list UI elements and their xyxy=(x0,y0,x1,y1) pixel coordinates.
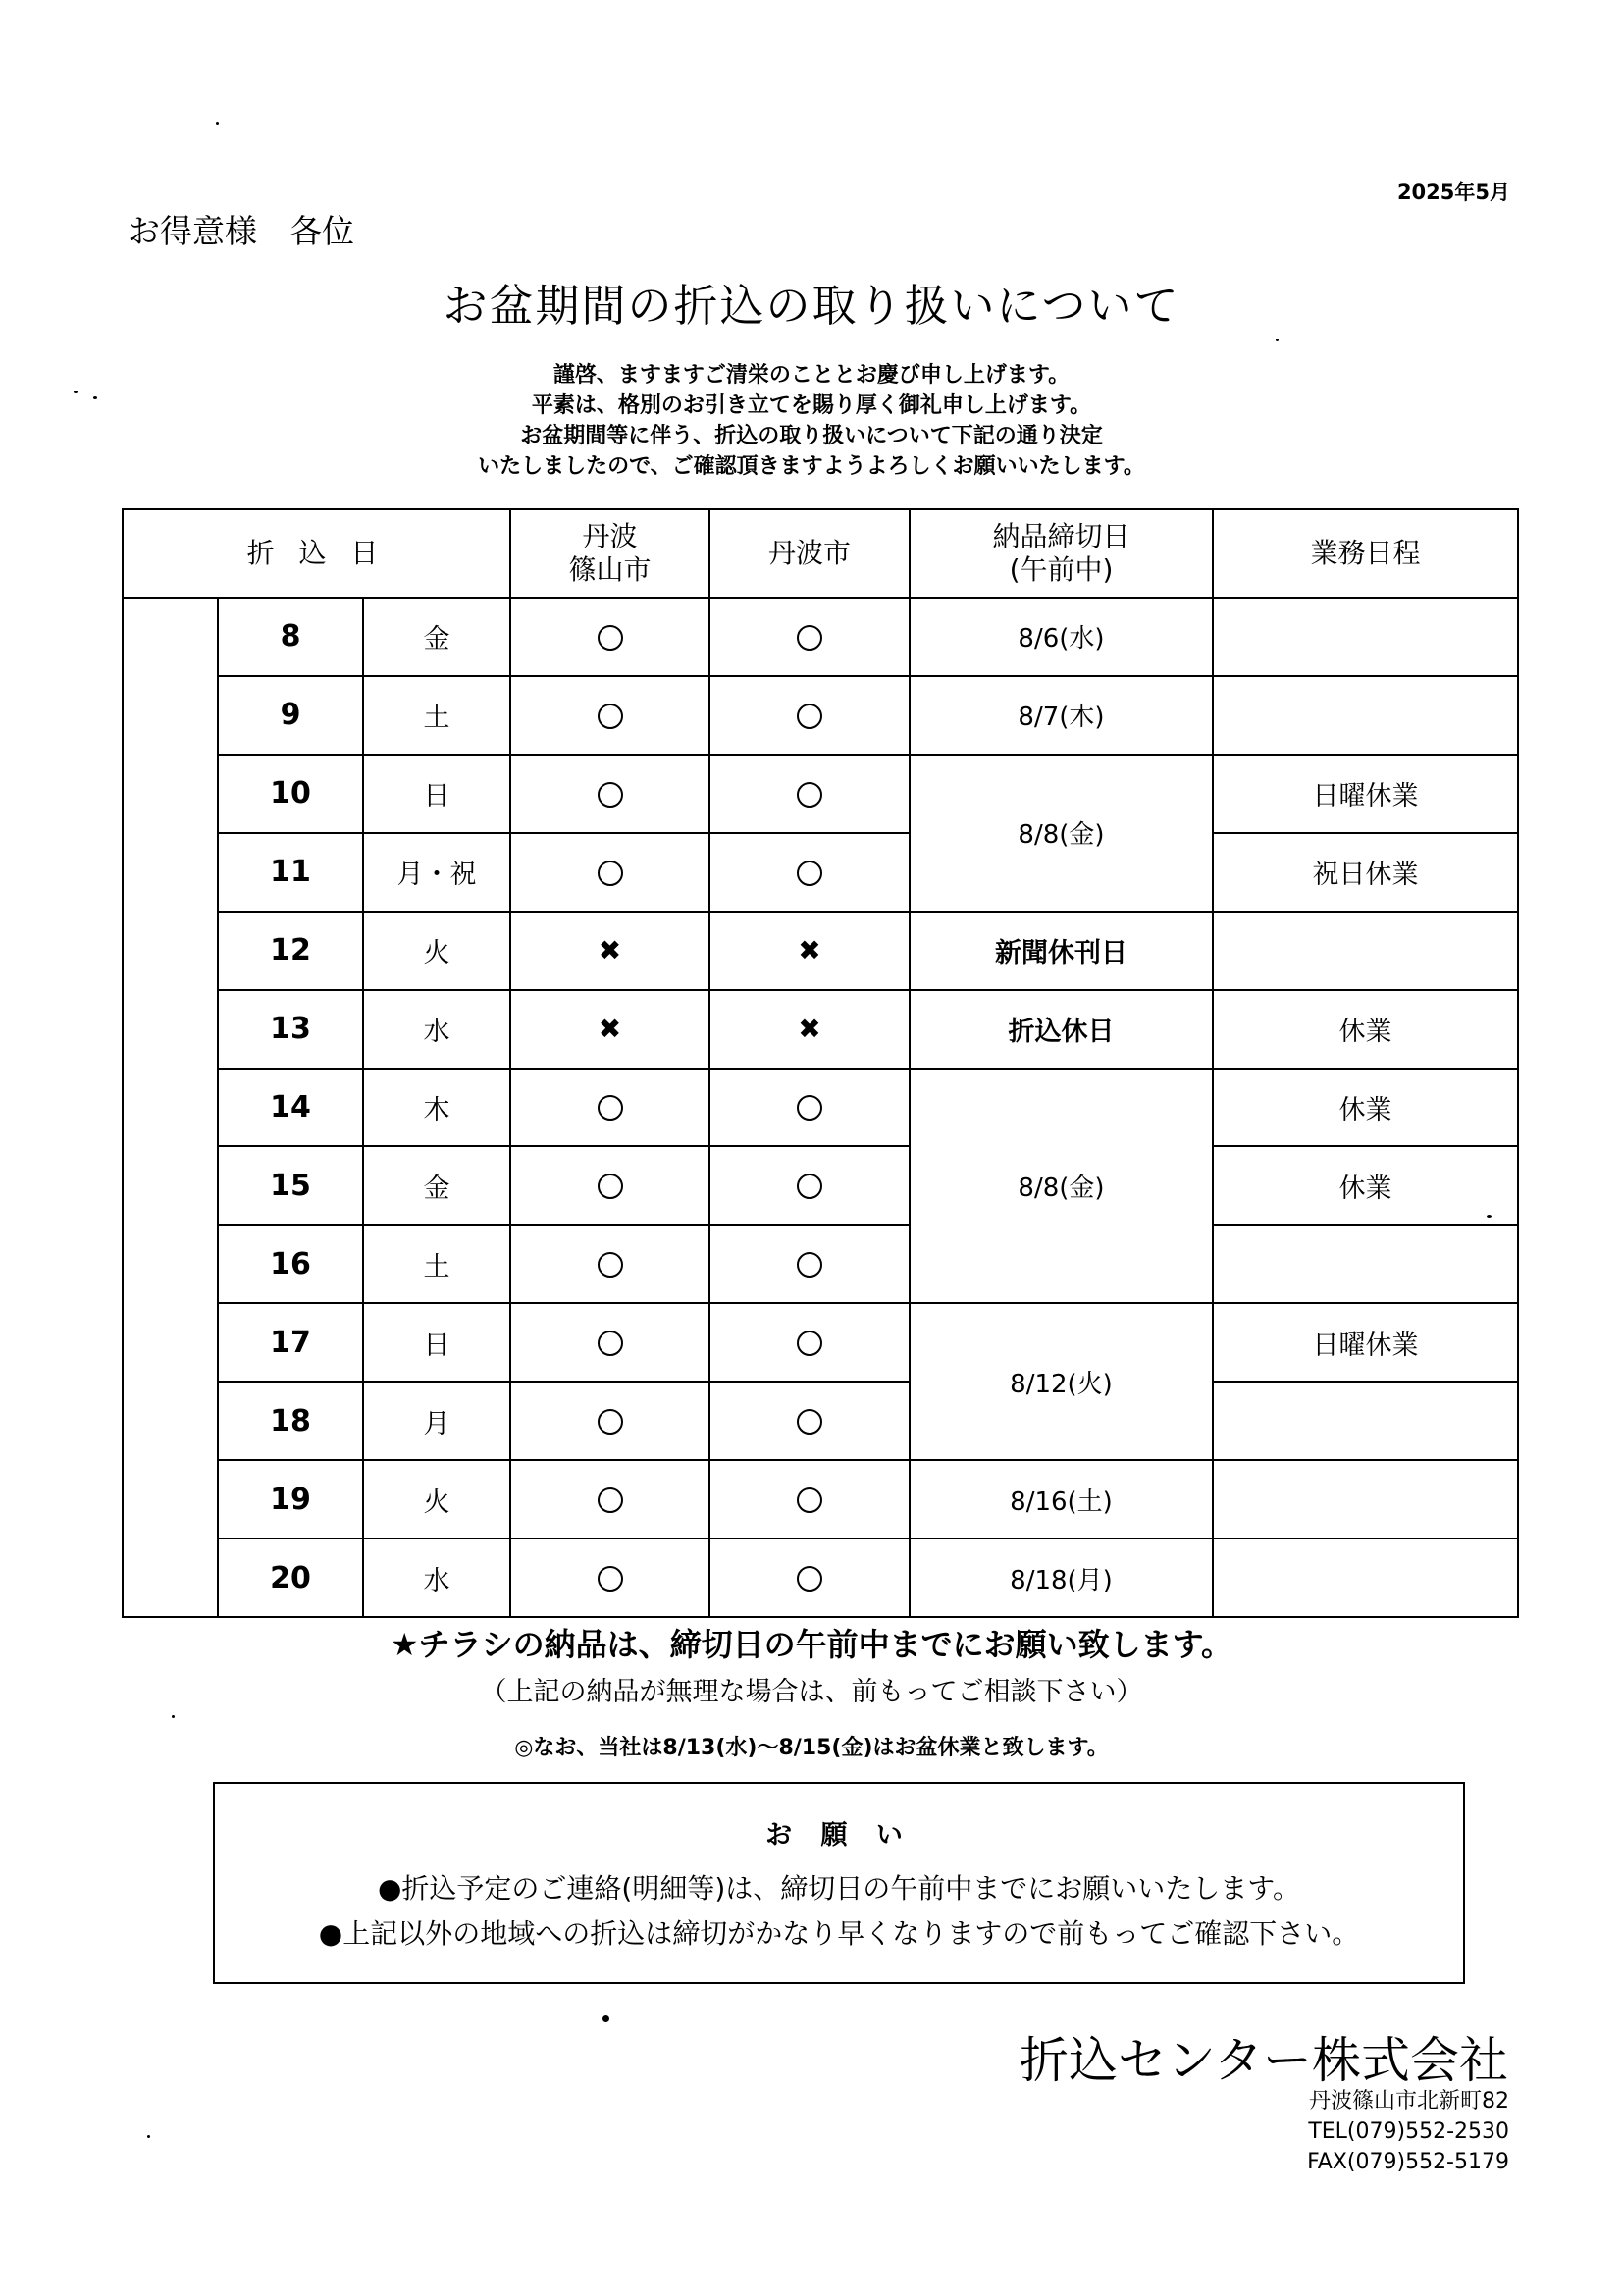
available-mark xyxy=(797,1566,822,1592)
intro-line: お盆期間等に伴う、折込の取り扱いについて下記の通り決定 xyxy=(520,424,1103,448)
table-row xyxy=(123,598,1518,676)
schedule-cell: 休業 xyxy=(1213,1069,1518,1147)
table-row xyxy=(123,1303,1518,1382)
sasayama-cell xyxy=(510,1146,709,1225)
available-mark xyxy=(598,625,623,651)
available-mark xyxy=(598,1252,623,1278)
weekday-cell: 土 xyxy=(363,676,510,755)
request-list xyxy=(215,1866,1463,1957)
sasayama-cell xyxy=(510,755,709,833)
intro-line: いたしましたので、ご確認頂きますようよろしくお願いいたします。 xyxy=(478,454,1145,479)
unavailable-mark: ✖ xyxy=(598,1013,622,1046)
available-mark xyxy=(598,1566,623,1592)
available-mark xyxy=(598,1409,623,1435)
tamba-cell xyxy=(709,990,910,1069)
unavailable-mark: ✖ xyxy=(598,934,622,967)
schedule-cell: 休業 xyxy=(1213,1146,1518,1225)
tamba-cell xyxy=(709,598,910,676)
sasayama-cell xyxy=(510,990,709,1069)
sasayama-cell xyxy=(510,1225,709,1303)
scan-speck xyxy=(147,2135,150,2138)
document-date: 2025年5月 xyxy=(1396,181,1510,204)
scan-speck xyxy=(216,122,219,125)
header-deadline: 納品締切日 (午前中) xyxy=(910,509,1213,598)
header-schedule: 業務日程 xyxy=(1213,509,1518,598)
intro-line: 謹啓、ますますご清栄のこととお慶び申し上げます。 xyxy=(552,363,1071,388)
company-tel: TEL(079)552-2530 xyxy=(1308,2119,1509,2144)
table-header-row xyxy=(123,509,1518,598)
tamba-cell xyxy=(709,676,910,755)
table-row xyxy=(123,755,1518,833)
scan-speck xyxy=(1487,1215,1492,1218)
schedule-cell: 日曜休業 xyxy=(1213,1303,1518,1382)
intro-paragraph xyxy=(0,360,1623,482)
available-mark xyxy=(797,1174,822,1199)
table-row xyxy=(123,1146,1518,1225)
consult-notice: （上記の納品が無理な場合は、前もってご相談下さい） xyxy=(480,1677,1143,1707)
table-row xyxy=(123,912,1518,990)
schedule-cell: 日曜休業 xyxy=(1213,755,1518,833)
day-cell: 15 xyxy=(218,1146,363,1225)
scan-speck xyxy=(172,1715,175,1718)
sasayama-cell xyxy=(510,1460,709,1539)
schedule-cell: 祝日休業 xyxy=(1213,833,1518,912)
tamba-cell xyxy=(709,912,910,990)
available-mark xyxy=(598,1487,623,1513)
schedule-table xyxy=(122,508,1519,1618)
delivery-notice: ★チラシの納品は、締切日の午前中までにお願い致します。 xyxy=(390,1626,1233,1663)
scan-speck xyxy=(93,396,97,399)
weekday-cell: 木 xyxy=(363,1069,510,1147)
sasayama-cell xyxy=(510,1539,709,1617)
weekday-cell: 金 xyxy=(363,598,510,676)
schedule-cell xyxy=(1213,1539,1518,1617)
weekday-cell: 金 xyxy=(363,1146,510,1225)
available-mark xyxy=(598,1095,623,1121)
header-date: 折 込 日 xyxy=(123,509,510,598)
day-cell: 11 xyxy=(218,833,363,912)
sasayama-cell xyxy=(510,1382,709,1460)
schedule-cell xyxy=(1213,912,1518,990)
deadline-cell: 折込休日 xyxy=(910,990,1213,1069)
weekday-cell: 土 xyxy=(363,1225,510,1303)
available-mark xyxy=(797,1252,822,1278)
tamba-cell xyxy=(709,1303,910,1382)
day-cell: 10 xyxy=(218,755,363,833)
available-mark xyxy=(797,782,822,808)
day-cell: 9 xyxy=(218,676,363,755)
header-sasayama: 丹波 篠山市 xyxy=(510,509,709,598)
request-item: ●折込予定のご連絡(明細等)は、締切日の午前中までにお願いいたします。 xyxy=(377,1872,1301,1905)
weekday-cell: 水 xyxy=(363,990,510,1069)
sasayama-cell xyxy=(510,598,709,676)
available-mark xyxy=(598,1174,623,1199)
deadline-cell: 8/16(土) xyxy=(910,1460,1213,1539)
weekday-cell: 日 xyxy=(363,755,510,833)
schedule-cell xyxy=(1213,676,1518,755)
available-mark xyxy=(797,704,822,729)
day-cell: 17 xyxy=(218,1303,363,1382)
company-address-block xyxy=(1307,2086,1509,2177)
table-row xyxy=(123,833,1518,912)
sasayama-cell xyxy=(510,1069,709,1147)
scan-speck xyxy=(602,2015,609,2022)
page-title: お盆期間の折込の取り扱いについて xyxy=(443,280,1180,332)
available-mark xyxy=(598,861,623,886)
sasayama-cell xyxy=(510,676,709,755)
company-fax: FAX(079)552-5179 xyxy=(1307,2150,1509,2174)
sasayama-cell xyxy=(510,912,709,990)
scan-speck xyxy=(74,391,78,393)
schedule-cell xyxy=(1213,1460,1518,1539)
unavailable-mark: ✖ xyxy=(798,1013,821,1046)
deadline-cell: 8/18(月) xyxy=(910,1539,1213,1617)
tamba-cell xyxy=(709,833,910,912)
available-mark xyxy=(598,782,623,808)
schedule-cell: 休業 xyxy=(1213,990,1518,1069)
tamba-cell xyxy=(709,1460,910,1539)
tamba-cell xyxy=(709,755,910,833)
day-cell: 14 xyxy=(218,1069,363,1147)
table-row xyxy=(123,1382,1518,1460)
table-row xyxy=(123,676,1518,755)
day-cell: 20 xyxy=(218,1539,363,1617)
table-row xyxy=(123,1069,1518,1147)
tamba-cell xyxy=(709,1539,910,1617)
available-mark xyxy=(598,1331,623,1356)
sasayama-cell xyxy=(510,1303,709,1382)
company-name: 折込センター株式会社 xyxy=(1020,2032,1508,2089)
available-mark xyxy=(797,861,822,886)
tamba-cell xyxy=(709,1146,910,1225)
holiday-notice: ◎なお、当社は8/13(水)～8/15(金)はお盆休業と致します。 xyxy=(514,1736,1109,1760)
schedule-cell xyxy=(1213,1382,1518,1460)
tamba-cell xyxy=(709,1382,910,1460)
deadline-cell: 8/6(水) xyxy=(910,598,1213,676)
request-title: お 願 い xyxy=(765,1820,913,1851)
tamba-cell xyxy=(709,1225,910,1303)
header-tamba: 丹波市 xyxy=(709,509,910,598)
deadline-cell: 新聞休刊日 xyxy=(910,912,1213,990)
table-row xyxy=(123,1225,1518,1303)
table-row xyxy=(123,1460,1518,1539)
weekday-cell: 月・祝 xyxy=(363,833,510,912)
day-cell: 18 xyxy=(218,1382,363,1460)
day-cell: 16 xyxy=(218,1225,363,1303)
deadline-cell: 8/12(火) xyxy=(910,1303,1213,1460)
day-cell: 13 xyxy=(218,990,363,1069)
weekday-cell: 日 xyxy=(363,1303,510,1382)
request-box xyxy=(213,1782,1465,1984)
day-cell: 19 xyxy=(218,1460,363,1539)
day-cell: 8 xyxy=(218,598,363,676)
schedule-cell xyxy=(1213,1225,1518,1303)
tamba-cell xyxy=(709,1069,910,1147)
weekday-cell: 火 xyxy=(363,912,510,990)
available-mark xyxy=(797,625,822,651)
deadline-cell: 8/8(金) xyxy=(910,755,1213,912)
intro-line: 平素は、格別のお引き立てを賜り厚く御礼申し上げます。 xyxy=(531,393,1092,418)
request-item: ●上記以外の地域への折込は締切がかなり早くなりますので前もってご確認下さい。 xyxy=(318,1917,1360,1950)
sasayama-cell xyxy=(510,833,709,912)
available-mark xyxy=(797,1331,822,1356)
weekday-cell: 月 xyxy=(363,1382,510,1460)
scan-speck xyxy=(1276,339,1279,341)
deadline-cell: 8/7(木) xyxy=(910,676,1213,755)
weekday-cell: 火 xyxy=(363,1460,510,1539)
company-address: 丹波篠山市北新町82 xyxy=(1309,2089,1509,2113)
row-gutter xyxy=(123,598,218,1617)
weekday-cell: 水 xyxy=(363,1539,510,1617)
available-mark xyxy=(797,1487,822,1513)
available-mark xyxy=(797,1095,822,1121)
available-mark xyxy=(797,1409,822,1435)
table-row xyxy=(123,1539,1518,1617)
schedule-cell xyxy=(1213,598,1518,676)
addressee: お得意様 各位 xyxy=(128,212,354,250)
unavailable-mark: ✖ xyxy=(798,934,821,967)
available-mark xyxy=(598,704,623,729)
deadline-cell: 8/8(金) xyxy=(910,1069,1213,1304)
table-row xyxy=(123,990,1518,1069)
day-cell: 12 xyxy=(218,912,363,990)
